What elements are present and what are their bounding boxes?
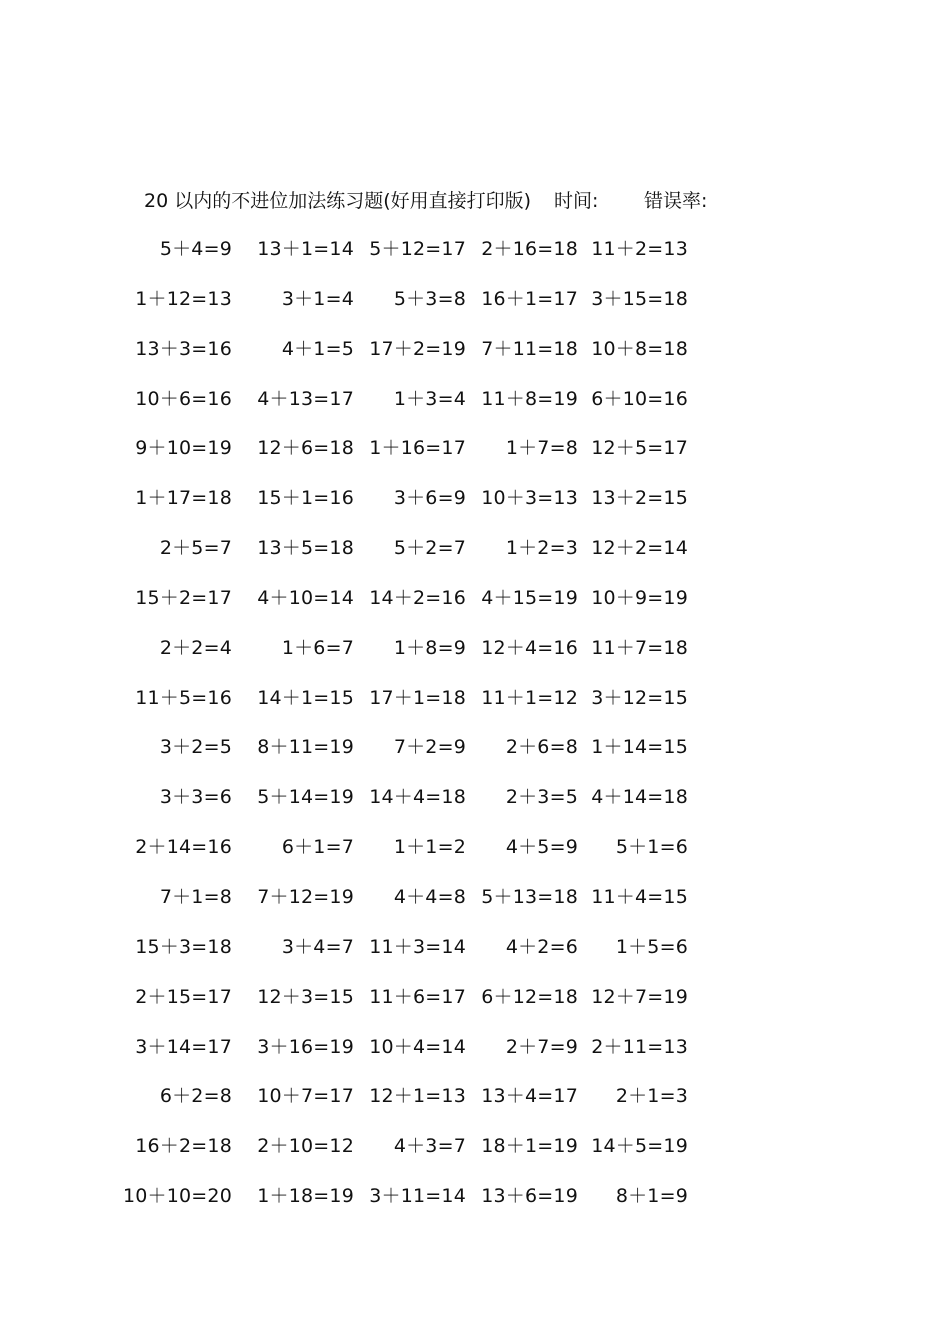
exercise-item: 3＋14=17 [135, 1035, 232, 1058]
exercise-item: 18＋1=19 [481, 1135, 578, 1158]
exercise-item: 3＋12=15 [591, 686, 688, 709]
exercise-item: 6＋12=18 [481, 985, 578, 1008]
exercise-item: 8＋11=19 [257, 736, 354, 759]
exercise-item: 5＋1=6 [615, 836, 688, 859]
exercise-item: 7＋2=9 [393, 736, 466, 759]
exercise-item: 2＋5=7 [159, 537, 232, 560]
time-label: 时间: [554, 190, 599, 212]
exercise-item: 4＋15=19 [481, 586, 578, 609]
exercise-item: 2＋1=3 [615, 1085, 688, 1108]
exercise-item: 2＋15=17 [135, 985, 232, 1008]
exercise-row [135, 433, 708, 483]
exercise-item: 2＋11=13 [591, 1035, 688, 1058]
exercise-item: 10＋4=14 [369, 1035, 466, 1058]
exercise-item: 17＋2=19 [369, 337, 466, 360]
exercise-item: 1＋5=6 [615, 935, 688, 958]
exercise-row [148, 782, 708, 832]
exercise-item: 4＋2=6 [505, 935, 578, 958]
exercise-row [135, 284, 708, 334]
exercise-row [135, 384, 708, 434]
exercise-row [135, 583, 708, 633]
exercise-item: 1＋6=7 [281, 636, 354, 659]
exercise-item: 3＋4=7 [281, 935, 354, 958]
exercise-item: 12＋2=14 [591, 537, 688, 560]
exercise-item: 11＋8=19 [481, 387, 578, 410]
exercise-row [148, 882, 708, 932]
exercise-item: 12＋3=15 [257, 985, 354, 1008]
exercise-item: 2＋10=12 [257, 1135, 354, 1158]
exercise-item: 5＋3=8 [393, 287, 466, 310]
exercise-item: 1＋16=17 [369, 437, 466, 460]
exercise-item: 2＋16=18 [481, 238, 578, 260]
exercise-item: 11＋3=14 [369, 935, 466, 958]
exercise-row [135, 1131, 708, 1181]
exercise-item: 3＋15=18 [591, 287, 688, 310]
exercise-item: 4＋10=14 [257, 586, 354, 609]
exercise-item: 4＋5=9 [505, 836, 578, 859]
exercise-item: 1＋12=13 [135, 287, 232, 310]
exercise-item: 17＋1=18 [369, 686, 466, 709]
exercise-row [148, 1081, 708, 1131]
exercise-item: 2＋14=16 [135, 836, 232, 859]
exercise-row [122, 1181, 708, 1231]
exercise-item: 5＋14=19 [257, 786, 354, 809]
exercise-item: 7＋1=8 [159, 885, 232, 908]
exercise-item: 11＋5=16 [135, 686, 232, 709]
exercise-item: 3＋16=19 [257, 1035, 354, 1058]
exercise-item: 12＋6=18 [257, 437, 354, 460]
exercise-item: 4＋13=17 [257, 387, 354, 410]
exercise-item: 3＋6=9 [393, 487, 466, 510]
exercise-item: 7＋12=19 [257, 885, 354, 908]
exercise-row [135, 683, 708, 733]
exercise-row [135, 832, 708, 882]
exercise-item: 4＋14=18 [591, 786, 688, 809]
exercise-item: 4＋1=5 [281, 337, 354, 360]
exercise-row [135, 1032, 708, 1082]
exercise-row [135, 334, 708, 384]
exercise-item: 11＋7=18 [591, 636, 688, 659]
exercise-item: 1＋3=4 [393, 387, 466, 410]
exercise-item: 5＋4=9 [159, 238, 232, 260]
exercise-item: 14＋2=16 [369, 586, 466, 609]
exercise-item: 7＋11=18 [481, 337, 578, 360]
exercise-item: 13＋5=18 [257, 537, 354, 560]
exercise-item: 15＋2=17 [135, 586, 232, 609]
exercise-item: 1＋7=8 [505, 437, 578, 460]
exercise-item: 6＋2=8 [159, 1085, 232, 1108]
exercise-item: 6＋10=16 [591, 387, 688, 410]
exercise-item: 13＋3=16 [135, 337, 232, 360]
exercise-item: 1＋2=3 [505, 537, 578, 560]
exercise-item: 12＋5=17 [591, 437, 688, 460]
exercise-item: 5＋12=17 [369, 238, 466, 260]
exercise-item: 2＋2=4 [159, 636, 232, 659]
exercise-item: 11＋4=15 [591, 885, 688, 908]
exercise-item: 14＋5=19 [591, 1135, 688, 1158]
exercise-item: 14＋4=18 [369, 786, 466, 809]
exercise-item: 16＋1=17 [481, 287, 578, 310]
exercise-item: 5＋13=18 [481, 885, 578, 908]
exercise-item: 15＋3=18 [135, 935, 232, 958]
exercise-item: 1＋8=9 [393, 636, 466, 659]
exercise-row [148, 234, 708, 284]
exercise-item: 10＋7=17 [257, 1085, 354, 1108]
exercise-row [135, 932, 708, 982]
exercise-item: 11＋1=12 [481, 686, 578, 709]
exercise-item: 13＋1=14 [257, 238, 354, 260]
exercise-item: 2＋7=9 [505, 1035, 578, 1058]
exercise-item: 11＋6=17 [369, 985, 466, 1008]
exercise-item: 12＋7=19 [591, 985, 688, 1008]
exercise-item: 10＋8=18 [591, 337, 688, 360]
exercise-item: 5＋2=7 [393, 537, 466, 560]
exercise-item: 3＋11=14 [369, 1185, 466, 1208]
exercise-item: 1＋18=19 [257, 1185, 354, 1208]
exercise-row [135, 982, 708, 1032]
exercise-item: 13＋4=17 [481, 1085, 578, 1108]
exercise-item: 1＋1=2 [393, 836, 466, 859]
exercise-item: 2＋3=5 [505, 786, 578, 809]
exercise-item: 10＋10=20 [122, 1185, 232, 1208]
exercise-row [135, 483, 708, 533]
exercise-row [148, 633, 708, 683]
exercise-item: 3＋1=4 [281, 287, 354, 310]
exercise-item: 10＋3=13 [481, 487, 578, 510]
exercise-item: 16＋2=18 [135, 1135, 232, 1158]
exercise-item: 2＋6=8 [505, 736, 578, 759]
exercise-item: 8＋1=9 [615, 1185, 688, 1208]
exercise-item: 13＋6=19 [481, 1185, 578, 1208]
exercise-item: 9＋10=19 [135, 437, 232, 460]
exercise-row [148, 732, 708, 782]
exercise-item: 14＋1=15 [257, 686, 354, 709]
exercise-item: 1＋14=15 [591, 736, 688, 759]
exercise-item: 11＋2=13 [591, 238, 688, 260]
exercise-item: 1＋17=18 [135, 487, 232, 510]
exercise-item: 4＋3=7 [393, 1135, 466, 1158]
exercise-grid [122, 234, 708, 1231]
exercise-item: 12＋4=16 [481, 636, 578, 659]
exercise-item: 12＋1=13 [369, 1085, 466, 1108]
exercise-item: 15＋1=16 [257, 487, 354, 510]
worksheet-title: 20 以内的不进位加法练习题(好用直接打印版) [144, 190, 532, 212]
exercise-item: 3＋3=6 [159, 786, 232, 809]
exercise-item: 6＋1=7 [281, 836, 354, 859]
exercise-item: 13＋2=15 [591, 487, 688, 510]
exercise-item: 3＋2=5 [159, 736, 232, 759]
exercise-row [148, 533, 708, 583]
exercise-item: 10＋9=19 [591, 586, 688, 609]
exercise-item: 4＋4=8 [393, 885, 466, 908]
error-rate-label: 错误率: [644, 190, 708, 212]
exercise-item: 10＋6=16 [135, 387, 232, 410]
